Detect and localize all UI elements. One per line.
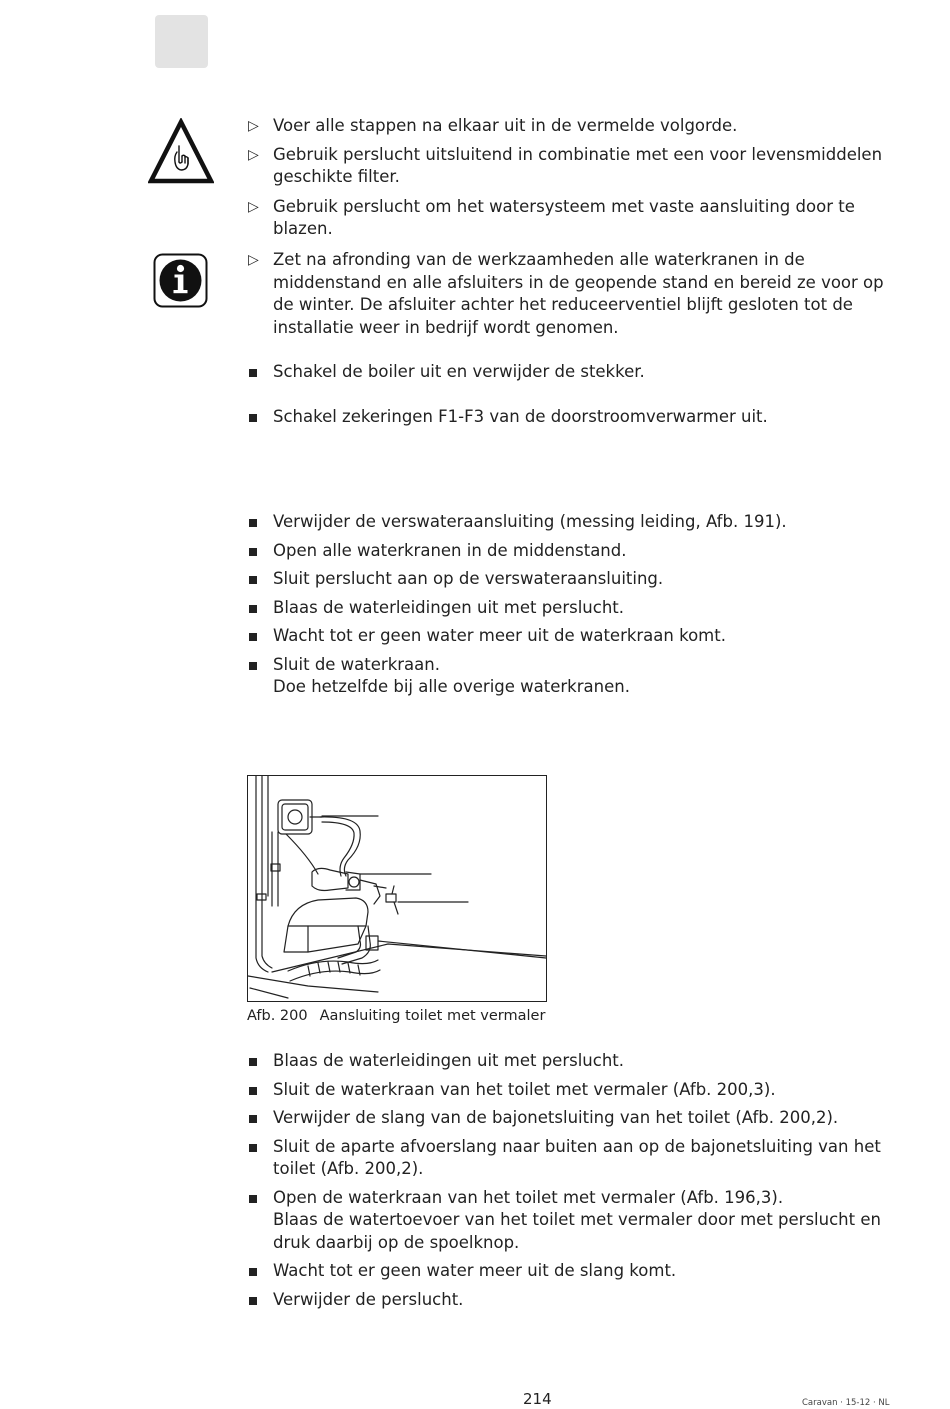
list-item: Sluit de waterkraan. Doe hetzelfde bij alle overige waterkranen. [273, 654, 630, 696]
list-item: Schakel de boiler uit en verwijder de stekker. [273, 362, 645, 381]
info-list [248, 249, 888, 339]
list-item: Schakel zekeringen F1-F3 van de doorstroomverwarmer uit. [273, 406, 768, 426]
list-item: Wacht tot er geen water meer uit de waterkraan komt. [273, 626, 726, 645]
list-item: Verwijder de slang van de bajonetsluiting van het toilet (Afb. 200,2). [273, 1108, 839, 1127]
list-item: Open de waterkraan van het toilet met vermaler (Afb. 196,3). Blaas de watertoevoer van het toilet met vermaler door met perslucht en druk daarbij op de spoelknop. [273, 1187, 881, 1252]
warning-hand-icon [148, 118, 214, 184]
list-item: ▷ Voer alle stappen na elkaar uit in de vermelde volgorde. [248, 115, 888, 138]
step-list-toilet [248, 1050, 888, 1311]
list-item: Verwijder de verswateraansluiting (messing leiding, Afb. 191). [273, 512, 787, 531]
info-icon [153, 253, 208, 308]
list-item: ▷ Zet na afronding van de werkzaamheden alle waterkranen in de middenstand en alle afsluiters in de geopende stand en bereid ze voor op de winter. De afsluiter achter het reduceerventiel blijft gesloten tot de installatie weer in bedrijf wordt genomen. [248, 250, 884, 337]
list-item: Verwijder de perslucht. [273, 1289, 464, 1309]
list-item: Wacht tot er geen water meer uit de slang komt. [273, 1261, 677, 1280]
list-item: Blaas de waterleidingen uit met perslucht. [273, 1051, 624, 1070]
document-reference: Caravan · 15-12 · NL [802, 1398, 890, 1408]
step-list-power [248, 361, 888, 428]
page-number: 214 [523, 1390, 552, 1408]
list-item: Sluit de aparte afvoerslang naar buiten aan op de bajonetsluiting van het toilet (Afb. 200,2). [273, 1136, 881, 1178]
triangle-bullet-icon: ▷ [248, 252, 259, 268]
figure-caption [247, 1008, 545, 1024]
toilet-connection-illustration [248, 776, 546, 1001]
warning-list [248, 115, 888, 241]
chapter-tab-marker [155, 15, 208, 68]
list-item: ▷ Gebruik perslucht uitsluitend in combinatie met een voor levensmiddelen geschikte filter. [248, 144, 883, 186]
list-item: Blaas de waterleidingen uit met perslucht. [273, 597, 624, 617]
list-item: ▷ Gebruik perslucht om het watersysteem met vaste aansluiting door te blazen. [248, 196, 855, 238]
step-list-blowout [248, 511, 888, 699]
figure-number: Afb. 200 [247, 1008, 308, 1024]
figure-toilet-connection [247, 775, 547, 1002]
list-item: Sluit de waterkraan van het toilet met vermaler (Afb. 200,3). [273, 1079, 776, 1099]
list-item: Open alle waterkranen in de middenstand. [273, 540, 627, 560]
triangle-bullet-icon: ▷ [248, 118, 259, 134]
triangle-bullet-icon: ▷ [248, 146, 259, 163]
triangle-bullet-icon: ▷ [248, 198, 259, 215]
figure-caption-text: Aansluiting toilet met vermaler [319, 1008, 546, 1024]
list-item: Sluit perslucht aan op de verswateraansluiting. [273, 569, 664, 588]
